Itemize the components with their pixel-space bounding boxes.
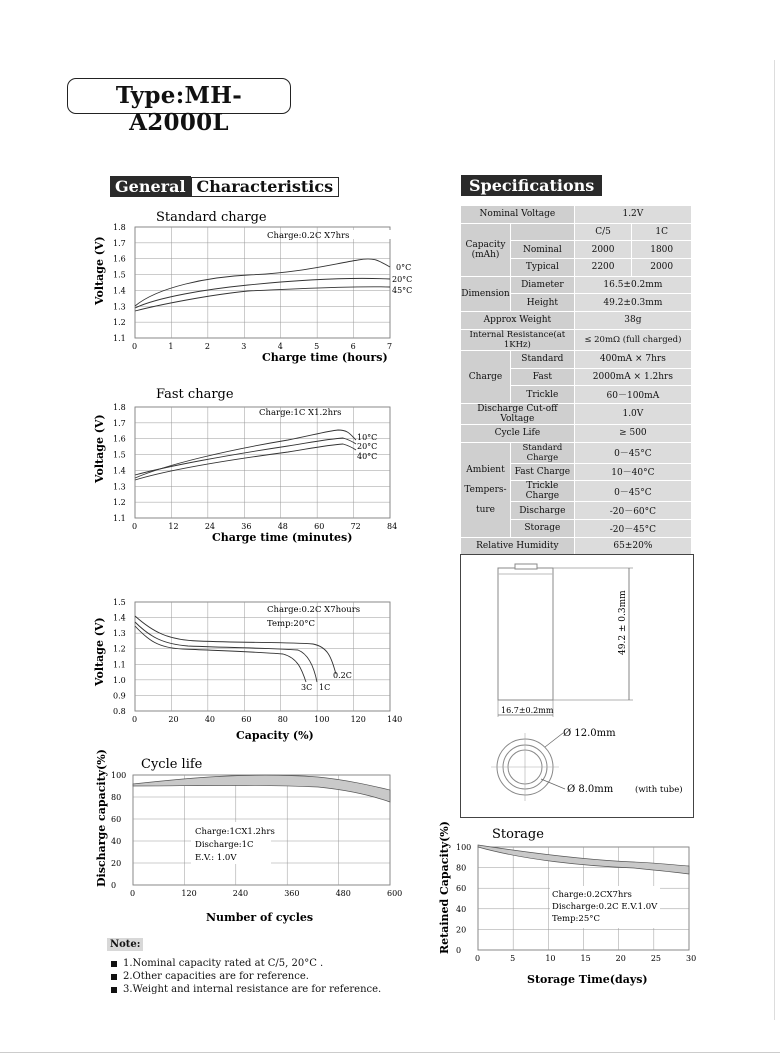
x-tick: 72 (350, 522, 361, 531)
x-tick: 36 (241, 522, 252, 531)
storage-temp-value: -20－45°C (574, 519, 691, 537)
fast-charge-chart (88, 382, 408, 547)
x-tick: 4 (277, 342, 283, 351)
legend-20c: 20°C (357, 442, 378, 451)
battery-drawing (461, 555, 693, 817)
standard-label: Standard (510, 350, 574, 368)
nominal-label: Nominal (510, 241, 574, 259)
y-tick: 40 (111, 837, 122, 846)
x-tick: 25 (650, 954, 662, 963)
notes-heading: Note: (107, 938, 143, 951)
x-tick: 60 (241, 715, 252, 724)
discharge-temp-value: -20－60°C (574, 502, 691, 520)
fast-charge-value: 10－40°C (574, 463, 691, 481)
x-tick: 360 (284, 889, 300, 898)
y-tick: 1.5 (113, 270, 126, 280)
chart-grid (113, 598, 402, 724)
annotation-ev: E.V.: 1.0V (195, 853, 237, 863)
y-tick: 80 (111, 793, 122, 802)
x-tick: 0 (130, 889, 136, 898)
x-tick: 0 (475, 954, 481, 963)
dimension-label: Dimension (461, 276, 511, 311)
x-tick: 240 (232, 889, 249, 898)
y-tick: 1.4 (113, 613, 126, 623)
x-tick: 60 (314, 522, 325, 531)
x-tick: 6 (350, 342, 356, 351)
typical-label: Typical (510, 259, 574, 277)
charge-label: Charge (461, 350, 511, 403)
y-tick: 1.3 (113, 302, 126, 312)
chart-title: Cycle life (141, 757, 203, 772)
note-item: 1.Nominal capacity rated at C/5, 20°C . (111, 958, 427, 969)
label-1c: 1C (319, 683, 331, 692)
note-item: 3.Weight and internal resistance are for reference. (111, 984, 427, 995)
y-tick: 1.5 (113, 450, 126, 460)
x-tick: 0 (132, 522, 138, 531)
specifications-heading (461, 175, 602, 196)
weight-label: Approx Weight (461, 312, 575, 330)
x-tick: 0 (132, 715, 138, 724)
specifications-label: Specifications (461, 175, 602, 196)
capacity-label: Capacity (mAh) (461, 223, 511, 276)
y-tick: 100 (111, 771, 127, 780)
x-axis-label: Number of cycles (206, 911, 314, 924)
storage-chart (434, 822, 699, 992)
y-axis-label: Retained Capacity(%) (438, 821, 451, 954)
y-axis-label: Discharge capacity(%) (95, 749, 108, 887)
outer-diameter: Ø 12.0mm (563, 728, 616, 739)
page-bottom-edge (0, 1052, 780, 1053)
standard-charge-label: Standard Charge (510, 442, 574, 463)
discharge-temp-label: Discharge (510, 502, 574, 520)
y-tick: 0 (456, 946, 462, 955)
discharge-chart (88, 592, 408, 744)
trickle-charge-value: 0－45°C (574, 481, 691, 502)
label-02c: 0.2C (333, 671, 352, 680)
humidity-label: Relative Humidity (461, 537, 575, 555)
y-tick: 1.5 (113, 598, 126, 607)
trickle-label: Trickle (510, 386, 574, 404)
cycle-life-label: Cycle Life (461, 424, 575, 442)
annotation-charge: Charge:0.2CX7hrs (552, 890, 632, 900)
x-tick: 40 (204, 715, 216, 724)
y-tick: 1.2 (113, 498, 126, 508)
diameter-value: 16.5±0.2mm (574, 276, 691, 294)
legend-0c: 0°C (396, 263, 412, 272)
standard-charge-chart (88, 205, 413, 365)
annotation-temp: Temp:25°C (552, 914, 600, 924)
y-tick: 20 (456, 925, 467, 935)
fast-value: 2000mA × 1.2hrs (574, 368, 691, 386)
x-tick: 10 (545, 954, 556, 963)
y-axis-label: Voltage (V) (93, 236, 106, 305)
y-axis-label: Voltage (V) (93, 617, 106, 686)
nominal-1c: 1800 (632, 241, 692, 259)
nominal-voltage-value: 1.2V (574, 206, 691, 224)
diameter-label: Diameter (510, 276, 574, 294)
y-tick: 1.3 (113, 629, 126, 639)
y-tick: 1.1 (113, 334, 126, 343)
y-tick: 60 (456, 884, 467, 894)
x-tick: 480 (335, 889, 351, 898)
x-axis-label: Capacity (%) (236, 729, 314, 742)
general-label: General (110, 176, 191, 197)
chart-annotation-charge: Charge:0.2C X7hours (267, 605, 361, 615)
cutoff-label: Discharge Cut-off Voltage (461, 403, 575, 424)
x-tick: 80 (277, 715, 288, 724)
y-tick: 1.1 (113, 660, 126, 670)
note-item: 2.Other capacities are for reference. (111, 971, 427, 982)
cutoff-value: 1.0V (574, 403, 691, 424)
capacity-col-c5: C/5 (574, 223, 632, 241)
x-tick: 120 (350, 715, 366, 724)
internal-resistance-label: Internal Resistance(at 1KHz) (461, 329, 575, 350)
chart-annotation-temp: Temp:20°C (267, 619, 315, 629)
x-tick: 0 (132, 342, 138, 351)
width-dimension: 16.7±0.2mm (501, 706, 554, 715)
x-tick: 15 (580, 954, 591, 963)
weight-value: 38g (574, 312, 691, 330)
trickle-value: 60－100mA (574, 386, 691, 404)
fast-label: Fast (510, 368, 574, 386)
y-tick: 1.7 (113, 418, 126, 428)
nominal-c5: 2000 (574, 241, 632, 259)
characteristics-label: Characteristics (191, 177, 340, 197)
x-tick: 20 (615, 954, 626, 963)
chart-annotation: Charge:1C X1.2hrs (259, 408, 342, 418)
annotation-charge: Charge:1CX1.2hrs (195, 827, 275, 837)
typical-1c: 2000 (632, 259, 692, 277)
x-tick: 1 (168, 342, 174, 351)
x-tick: 48 (277, 522, 288, 531)
chart-grid (113, 223, 392, 351)
x-axis-label: Charge time (hours) (262, 351, 388, 364)
height-dimension: 49.2 ± 0.3mm (618, 590, 628, 655)
x-tick: 20 (168, 715, 179, 724)
internal-resistance-value: ≤ 20mΩ (full charged) (574, 329, 691, 350)
legend-45c: 45°C (392, 286, 413, 295)
y-tick: 1.0 (113, 675, 126, 685)
y-tick: 1.2 (113, 644, 126, 654)
chart-annotation: Charge:0.2C X7hrs (267, 231, 350, 241)
x-tick: 24 (204, 522, 216, 531)
cycle-life-value: ≥ 500 (574, 424, 691, 442)
x-tick: 5 (510, 954, 516, 963)
y-tick: 80 (456, 863, 467, 873)
x-tick: 100 (314, 715, 330, 724)
y-tick: 100 (456, 843, 472, 852)
humidity-value: 65±20% (574, 537, 691, 555)
general-characteristics-heading (110, 176, 339, 197)
annotation-discharge: Discharge:0.2C E.V.1.0V (552, 902, 658, 912)
inner-diameter: Ø 8.0mm (567, 784, 614, 795)
y-tick: 0.9 (113, 691, 126, 701)
x-tick: 7 (387, 342, 393, 351)
cycle-life-chart (88, 749, 408, 930)
y-tick: 1.4 (113, 466, 126, 476)
type-title: Type:MH-A2000L (115, 82, 243, 136)
x-axis-label: Storage Time(days) (527, 973, 648, 986)
dimension-drawing (460, 554, 694, 818)
fast-charge-label: Fast Charge (510, 463, 574, 481)
storage-temp-label: Storage (510, 519, 574, 537)
x-tick: 5 (314, 342, 320, 351)
legend-10c: 10°C (357, 433, 378, 442)
legend-20c: 20°C (392, 275, 413, 284)
x-tick: 120 (181, 889, 197, 898)
y-tick: 1.6 (113, 434, 126, 444)
notes-section (107, 932, 427, 995)
label-3c: 3C (301, 683, 313, 692)
y-tick: 0 (111, 881, 117, 890)
y-tick: 1.8 (113, 223, 126, 232)
capacity-col-1c: 1C (632, 223, 692, 241)
standard-charge-value: 0－45°C (574, 442, 691, 463)
typical-c5: 2200 (574, 259, 632, 277)
x-tick: 84 (387, 522, 398, 531)
y-tick: 0.8 (113, 707, 126, 716)
x-tick: 600 (387, 889, 403, 898)
type-box (67, 78, 291, 136)
x-tick: 140 (387, 715, 403, 724)
y-axis-label: Voltage (V) (93, 414, 106, 483)
chart-title: Fast charge (156, 387, 234, 402)
tube-note: (with tube) (635, 785, 683, 795)
standard-value: 400mA × 7hrs (574, 350, 691, 368)
y-tick: 20 (111, 859, 122, 868)
x-axis-label: Charge time (minutes) (212, 531, 353, 544)
y-tick: 1.6 (113, 254, 126, 264)
spec-table (460, 205, 692, 555)
chart-grid (113, 403, 397, 531)
page-edge (774, 60, 775, 1020)
x-tick: 3 (241, 342, 247, 351)
x-tick: 2 (204, 342, 210, 351)
y-tick: 40 (456, 904, 467, 914)
x-tick: 30 (686, 954, 697, 963)
y-tick: 1.1 (113, 514, 126, 523)
height-value: 49.2±0.3mm (574, 294, 691, 312)
y-tick: 1.7 (113, 238, 126, 248)
x-tick: 12 (168, 522, 179, 531)
trickle-charge-label: Trickle Charge (510, 481, 574, 502)
chart-title: Storage (492, 827, 544, 842)
nominal-voltage-label: Nominal Voltage (461, 206, 575, 224)
y-tick: 1.4 (113, 286, 126, 296)
y-tick: 1.8 (113, 403, 126, 412)
chart-title: Standard charge (156, 210, 267, 225)
height-label: Height (510, 294, 574, 312)
y-tick: 1.3 (113, 482, 126, 492)
y-tick: 60 (111, 815, 122, 824)
legend-40c: 40°C (357, 452, 378, 461)
annotation-discharge: Discharge:1C (195, 840, 254, 850)
y-tick: 1.2 (113, 318, 126, 328)
ambient-label: Ambient Tempers- ture (461, 442, 511, 537)
